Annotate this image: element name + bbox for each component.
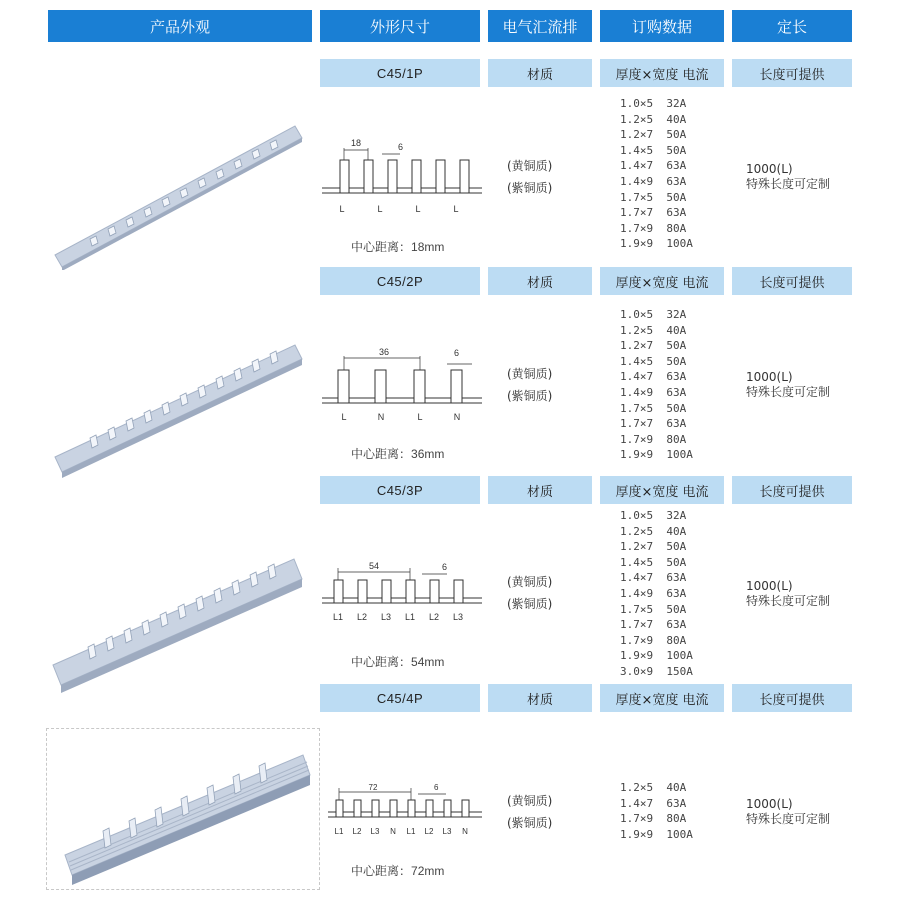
material-list-3p: (黄铜质) (紫铜质) xyxy=(507,575,553,611)
width-dim-text: 6 xyxy=(454,348,460,358)
svg-text:L3: L3 xyxy=(380,612,392,622)
svg-text:N: N xyxy=(453,412,461,422)
svg-text:L2: L2 xyxy=(428,612,440,622)
dimension-drawing-3p xyxy=(322,560,482,630)
svg-text:N: N xyxy=(390,827,396,836)
dimension-drawing-4p xyxy=(328,780,482,845)
header-length: 定长 xyxy=(732,10,852,42)
pitch-label-2p: 中心距离：36mm xyxy=(351,447,445,461)
svg-text:L: L xyxy=(415,204,421,214)
material-list-4p: (黄铜质) (紫铜质) xyxy=(507,794,553,830)
model-label: C45/1P xyxy=(320,59,480,87)
length-header: 长度可提供 xyxy=(732,684,852,712)
width-dim-text: 6 xyxy=(398,142,404,152)
pitch-label-1p: 中心距离：18mm xyxy=(351,240,445,254)
order-header: 厚度×宽度 电流 xyxy=(600,267,724,295)
svg-text:L: L xyxy=(341,412,347,422)
order-list-3p: 1.0×5 32A 1.2×5 40A 1.2×7 50A 1.4×5 50A 1.4×7 63A 1.4×9 63A 1.7×5 50A 1.7×7 63A 1.7×9 80A 1.9×9 100A 3.0×9 150A xyxy=(620,509,693,678)
model-label: C45/4P xyxy=(320,684,480,712)
order-header: 厚度×宽度 电流 xyxy=(600,59,724,87)
material-header: 材质 xyxy=(488,59,592,87)
order-list-2p: 1.0×5 32A 1.2×5 40A 1.2×7 50A 1.4×5 50A 1.4×7 63A 1.4×9 63A 1.7×5 50A 1.7×7 63A 1.7×9 80A 1.9×9 100A xyxy=(620,308,693,462)
svg-text:N: N xyxy=(462,827,468,836)
header-order: 订购数据 xyxy=(600,10,724,42)
pitch-dim-text: 54 xyxy=(368,561,380,571)
svg-text:L2: L2 xyxy=(352,827,362,836)
order-list-4p: 1.2×5 40A 1.4×7 63A 1.7×9 80A 1.9×9 100A xyxy=(620,781,693,841)
length-info-3p: 1000(L) 特殊长度可定制 xyxy=(746,579,831,608)
material-list-1p: (黄铜质) (紫铜质) xyxy=(507,159,553,195)
length-header: 长度可提供 xyxy=(732,476,852,504)
svg-text:L2: L2 xyxy=(424,827,434,836)
busbar-photo-3p xyxy=(48,555,310,695)
order-header: 厚度×宽度 电流 xyxy=(600,684,724,712)
busbar-photo-2p xyxy=(50,335,310,480)
width-dim-text: 6 xyxy=(434,783,439,792)
svg-text:L2: L2 xyxy=(356,612,368,622)
svg-text:L: L xyxy=(453,204,459,214)
svg-text:L: L xyxy=(377,204,383,214)
svg-text:L: L xyxy=(417,412,423,422)
svg-text:L3: L3 xyxy=(452,612,464,622)
svg-text:L: L xyxy=(339,204,345,214)
length-header: 长度可提供 xyxy=(732,59,852,87)
order-list-1p: 1.0×5 32A 1.2×5 40A 1.2×7 50A 1.4×5 50A 1.4×7 63A 1.4×9 63A 1.7×5 50A 1.7×7 63A 1.7×9 80A 1.9×9 100A xyxy=(620,97,693,251)
header-appearance: 产品外观 xyxy=(48,10,312,42)
pitch-dim-text: 36 xyxy=(378,347,390,357)
svg-text:L1: L1 xyxy=(332,612,344,622)
busbar-photo-1p xyxy=(50,120,310,270)
length-header: 长度可提供 xyxy=(732,267,852,295)
header-busbar: 电气汇流排 xyxy=(488,10,592,42)
pitch-label-3p: 中心距离：54mm xyxy=(351,655,445,669)
material-header: 材质 xyxy=(488,684,592,712)
order-header: 厚度×宽度 电流 xyxy=(600,476,724,504)
pitch-dim-text: 18 xyxy=(350,138,362,148)
width-dim-text: 6 xyxy=(442,562,448,572)
material-header: 材质 xyxy=(488,476,592,504)
svg-text:L1: L1 xyxy=(406,827,416,836)
length-info-2p: 1000(L) 特殊长度可定制 xyxy=(746,370,831,399)
svg-text:L3: L3 xyxy=(442,827,452,836)
header-dimensions: 外形尺寸 xyxy=(320,10,480,42)
svg-text:L1: L1 xyxy=(334,827,344,836)
pitch-label-4p: 中心距离：72mm xyxy=(351,864,445,878)
length-info-4p: 1000(L) 特殊长度可定制 xyxy=(746,797,831,826)
model-label: C45/2P xyxy=(320,267,480,295)
svg-text:L1: L1 xyxy=(404,612,416,622)
length-info-1p: 1000(L) 特殊长度可定制 xyxy=(746,162,831,191)
material-header: 材质 xyxy=(488,267,592,295)
material-list-2p: (黄铜质) (紫铜质) xyxy=(507,367,553,403)
pitch-dim-text: 72 xyxy=(368,783,378,792)
model-label: C45/3P xyxy=(320,476,480,504)
svg-text:N: N xyxy=(377,412,385,422)
busbar-photo-4p xyxy=(55,735,315,885)
dimension-drawing-1p xyxy=(322,130,482,220)
dimension-drawing-2p xyxy=(322,340,482,430)
svg-text:L3: L3 xyxy=(370,827,380,836)
